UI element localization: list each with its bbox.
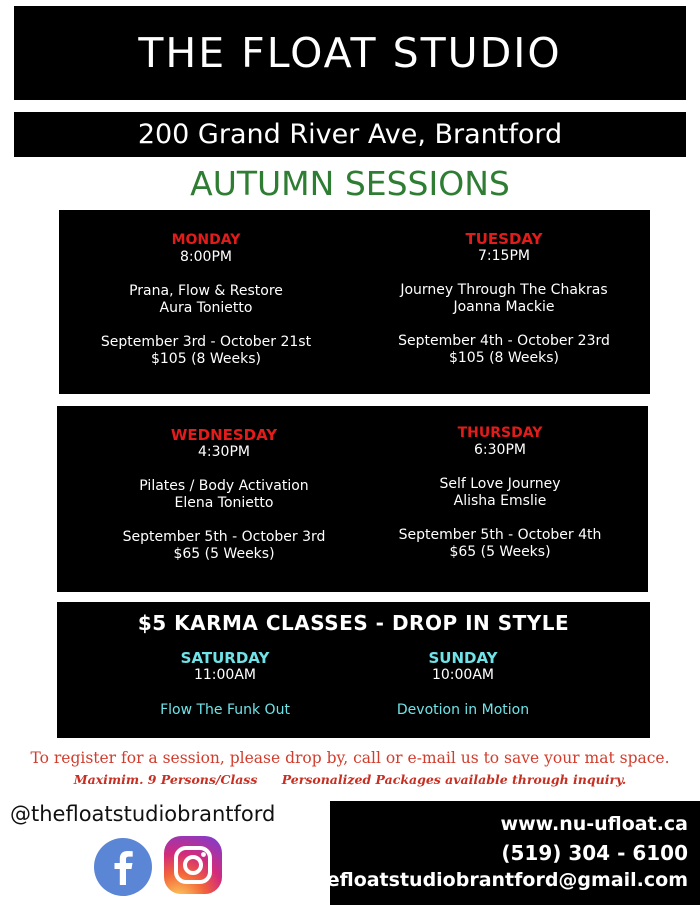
session-dates: September 3rd - October 21st <box>100 334 312 350</box>
session-day: TUESDAY <box>465 230 543 248</box>
karma-time: 10:00AM <box>431 667 494 683</box>
session-class: Pilates / Body Activation <box>139 478 309 494</box>
title-banner <box>14 6 686 100</box>
karma-time: 11:00AM <box>193 667 256 683</box>
karma-class: Devotion in Motion <box>396 702 530 718</box>
season-heading: AUTUMN SESSIONS <box>190 164 510 203</box>
karma-panel <box>57 602 650 738</box>
session-time: 6:30PM <box>474 442 526 458</box>
packages-note: Personalized Packages available through inquiry. <box>281 772 627 787</box>
schedule-panel-mon-tue <box>59 210 650 394</box>
email-link[interactable]: thefloatstudiobrantford@gmail.com <box>304 869 688 891</box>
session-dates: September 5th - October 3rd <box>122 529 326 545</box>
session-price: $65 (5 Weeks) <box>173 546 275 562</box>
session-instructor: Joanna Mackie <box>453 299 555 315</box>
studio-title: THE FLOAT STUDIO <box>138 29 562 77</box>
session-thursday <box>355 425 645 561</box>
instagram-icon[interactable] <box>164 836 222 894</box>
social-handle: @thefloatstudiobrantford <box>10 802 276 826</box>
website-link[interactable]: www.nu-ufloat.ca <box>500 813 688 835</box>
register-text: To register for a session, please drop by, call or e-mail us to save your mat space. <box>30 749 670 767</box>
session-day: MONDAY <box>171 232 241 248</box>
session-instructor: Aura Tonietto <box>159 300 253 316</box>
session-class: Prana, Flow & Restore <box>129 283 283 299</box>
phone-number[interactable]: (519) 304 - 6100 <box>501 841 688 865</box>
karma-saturday <box>145 650 305 719</box>
session-time: 4:30PM <box>198 444 250 460</box>
capacity-note: Maximim. 9 Persons/Class <box>73 772 258 787</box>
karma-title: $5 KARMA CLASSES - DROP IN STYLE <box>137 611 570 635</box>
session-day: THURSDAY <box>457 425 543 441</box>
session-tuesday <box>359 231 649 367</box>
session-class: Self Love Journey <box>439 476 561 492</box>
karma-sunday <box>373 650 553 719</box>
schedule-panel-wed-thu <box>57 406 648 592</box>
session-wednesday <box>79 427 369 563</box>
session-dates: September 5th - October 4th <box>398 527 602 543</box>
session-time: 8:00PM <box>180 249 232 265</box>
address-banner <box>14 112 686 157</box>
session-time: 7:15PM <box>478 248 530 264</box>
session-instructor: Elena Tonietto <box>174 495 274 511</box>
session-price: $105 (8 Weeks) <box>448 350 559 366</box>
karma-day: SUNDAY <box>428 649 498 667</box>
contact-box <box>304 801 700 905</box>
karma-day: SATURDAY <box>180 649 270 667</box>
session-instructor: Alisha Emslie <box>453 493 547 509</box>
karma-class: Flow The Funk Out <box>160 702 290 718</box>
session-day: WEDNESDAY <box>170 426 278 444</box>
session-dates: September 4th - October 23rd <box>398 333 610 349</box>
session-class: Journey Through The Chakras <box>400 282 608 298</box>
session-price: $105 (8 Weeks) <box>150 351 261 367</box>
notes-line <box>0 772 700 787</box>
session-monday <box>61 232 351 368</box>
studio-address: 200 Grand River Ave, Brantford <box>137 119 563 150</box>
facebook-icon[interactable] <box>94 838 152 896</box>
session-price: $65 (5 Weeks) <box>449 544 551 560</box>
